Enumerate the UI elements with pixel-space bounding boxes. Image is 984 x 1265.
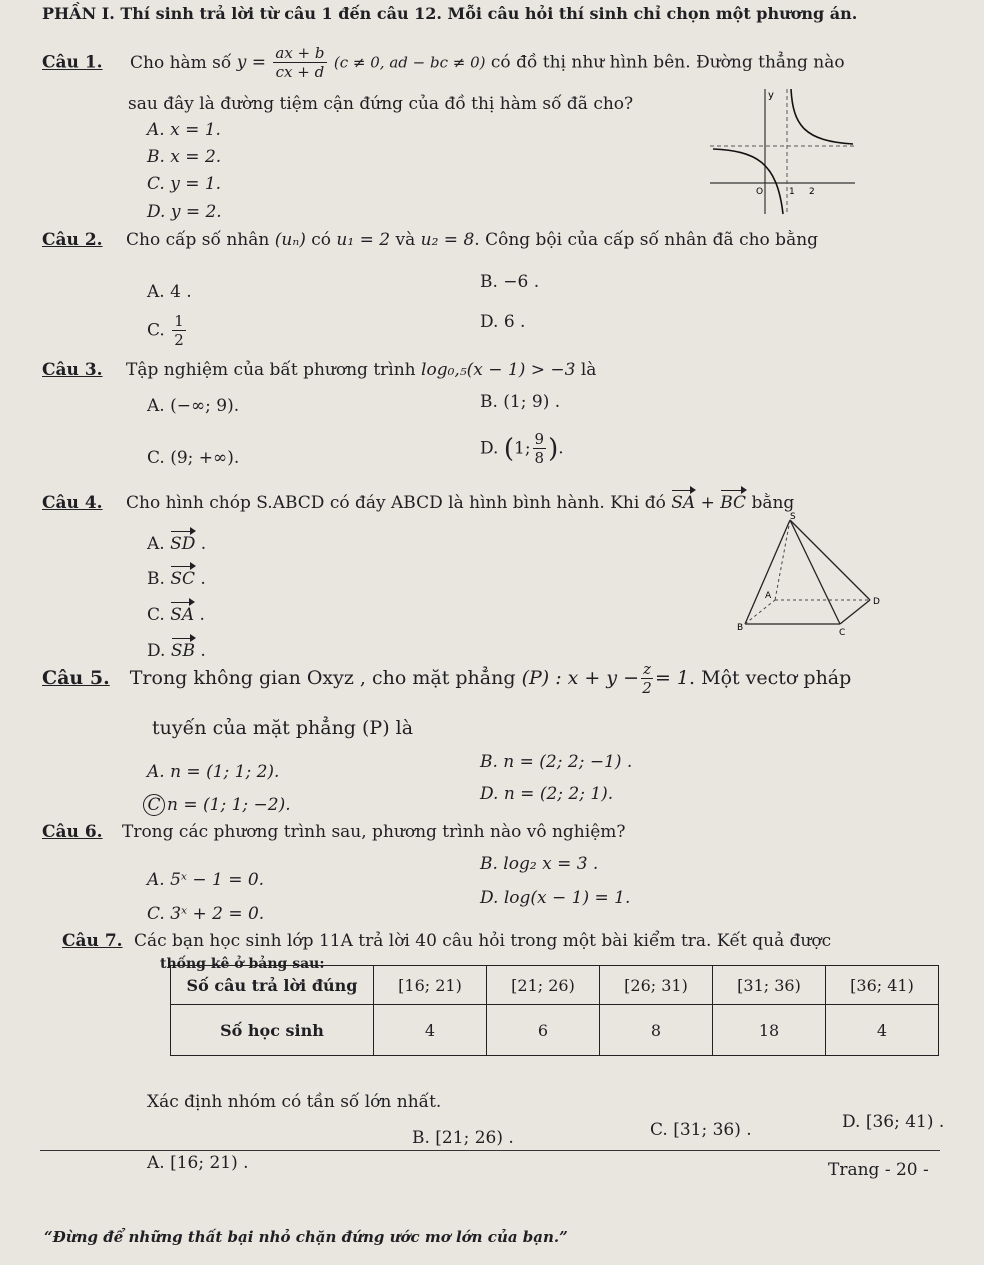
q4-option-b-vector: SC — [170, 569, 195, 589]
q4-option-b[interactable]: B. SC . — [147, 569, 206, 589]
q7-option-b[interactable]: B. [21; 26) . — [412, 1128, 514, 1148]
footer-divider — [40, 1150, 940, 1151]
q7-option-c[interactable]: C. [31; 36) . — [650, 1120, 752, 1140]
q5-label: Câu 5. — [42, 667, 110, 689]
q7-label: Câu 7. — [62, 931, 123, 951]
q7-text: Các bạn học sinh lớp 11A trả lời 40 câu hỏi trong một bài kiểm tra. Kết quả được — [133, 931, 832, 951]
table-cell-count: 6 — [487, 1005, 600, 1056]
section-header: PHẦN I. Thí sinh trả lời từ câu 1 đến câu 12. Mỗi câu hỏi thí sinh chỉ chọn một phương án. — [42, 4, 858, 23]
q1-option-b[interactable]: B. x = 2. — [147, 147, 222, 167]
table-cell-interval: [21; 26) — [487, 966, 600, 1005]
pyramid-label-b: B — [737, 623, 744, 633]
q3-option-b[interactable]: B. (1; 9) . — [480, 392, 561, 412]
q3-la: là — [580, 360, 597, 380]
q3-label: Câu 3. — [42, 360, 103, 380]
graph-label-y: y — [768, 90, 774, 101]
q2-text-2: có — [311, 230, 332, 250]
graph-label-2: 2 — [809, 187, 815, 197]
q6-option-c[interactable]: C. 3ˣ + 2 = 0. — [147, 904, 265, 924]
table-cell-count: 4 — [826, 1005, 939, 1056]
q2-u1: u₁ = 2 — [336, 230, 391, 250]
q5-option-b[interactable]: B. n = (2; 2; −1) . — [480, 752, 633, 772]
table-row — [171, 966, 939, 1005]
q2-option-b[interactable]: B. −6 . — [480, 272, 540, 292]
q5-frac-num: z — [643, 660, 651, 678]
pyramid-label-a: A — [765, 591, 772, 601]
q2-sequence: (uₙ) — [274, 230, 306, 250]
q3-inequality: log₀,₅(x − 1) > −3 — [421, 360, 576, 380]
q2-option-c-fraction — [172, 314, 186, 348]
q6-option-a[interactable]: A. 5ˣ − 1 = 0. — [147, 870, 265, 890]
q2-option-a[interactable]: A. 4 . — [147, 282, 192, 302]
q5-option-c-circled-letter: C — [143, 794, 165, 816]
q7-option-d[interactable]: D. [36; 41) . — [842, 1112, 945, 1132]
q4-option-a-vector: SD — [170, 534, 196, 554]
pyramid-label-d: D — [873, 597, 880, 607]
question-1 — [42, 46, 845, 80]
table-cell-count: 4 — [374, 1005, 487, 1056]
page-number: Trang - 20 - — [828, 1160, 929, 1180]
q7-line2: thống kê ở bảng sau: — [160, 956, 325, 972]
q4-option-a[interactable]: A. SD . — [147, 534, 207, 554]
q5-option-c-text: n = (1; 1; −2). — [167, 795, 291, 815]
q3-option-d-num: 9 — [534, 430, 545, 448]
pyramid-label-s: S — [790, 512, 796, 522]
q4-vector-bc: BC — [720, 493, 747, 513]
q1-frac-num: ax + b — [275, 44, 325, 62]
q4-vector-sa: SA — [671, 493, 696, 513]
q2-u2: u₂ = 8 — [420, 230, 475, 250]
table-cell-interval: [16; 21) — [374, 966, 487, 1005]
q3-option-c[interactable]: C. (9; +∞). — [147, 448, 240, 468]
q3-option-d-fraction — [533, 432, 547, 466]
graph-label-1: 1 — [789, 187, 795, 197]
table-header-cell: Số câu trả lời đúng — [171, 966, 374, 1005]
q3-option-d-den: 8 — [534, 449, 545, 467]
q1-option-d[interactable]: D. y = 2. — [147, 202, 222, 222]
table-header-cell: Số học sinh — [171, 1005, 374, 1056]
footer-quote: “Đừng để những thất bại nhỏ chặn đứng ước mơ lớn của bạn.” — [44, 1228, 568, 1246]
question-3 — [42, 360, 596, 380]
q3-text: Tập nghiệm của bất phương trình — [125, 360, 416, 380]
table-cell-count: 18 — [713, 1005, 826, 1056]
question-7 — [62, 931, 831, 951]
q4-option-d[interactable]: D. SB . — [147, 641, 206, 661]
q5-eq-tail: = 1 — [654, 667, 690, 689]
q1-fraction — [273, 46, 326, 80]
q4-option-d-letter: D. — [147, 641, 166, 661]
q5-frac-den: 2 — [642, 679, 652, 697]
q2-text-1: Cho cấp số nhân — [125, 230, 270, 250]
q1-condition: (c ≠ 0, ad − bc ≠ 0) — [333, 53, 486, 72]
q2-option-d[interactable]: D. 6 . — [480, 312, 526, 332]
table-cell-count: 8 — [600, 1005, 713, 1056]
q7-question: Xác định nhóm có tần số lớn nhất. — [147, 1092, 442, 1112]
graph-curve-right — [791, 89, 853, 144]
q2-label: Câu 2. — [42, 230, 103, 250]
q2-option-c-den: 2 — [174, 331, 184, 349]
table-cell-interval: [31; 36) — [713, 966, 826, 1005]
q1-function-graph — [705, 86, 860, 216]
q1-label: Câu 1. — [42, 52, 103, 73]
q4-option-c-letter: C. — [147, 605, 165, 625]
q1-func-y: y = — [236, 52, 266, 73]
q5-text-2: . Một vectơ pháp — [689, 667, 852, 689]
q3-option-a[interactable]: A. (−∞; 9). — [147, 396, 240, 416]
q4-option-a-letter: A. — [147, 534, 165, 554]
q5-plane: (P) : x + y − — [521, 667, 640, 689]
q4-pyramid-figure — [735, 512, 885, 637]
q4-option-d-vector: SB — [170, 641, 195, 661]
graph-label-o: O — [756, 187, 764, 197]
q1-option-a[interactable]: A. x = 1. — [147, 120, 221, 140]
question-5 — [42, 662, 851, 696]
q4-option-b-letter: B. — [147, 569, 165, 589]
q3-option-d-letter: D. — [480, 438, 499, 459]
question-2 — [42, 230, 818, 250]
q4-label: Câu 4. — [42, 493, 103, 513]
q5-option-c[interactable] — [143, 794, 291, 816]
q5-text-1: Trong không gian Oxyz , cho mặt phẳng — [129, 667, 516, 689]
q2-option-c-letter: C. — [147, 320, 165, 341]
q5-option-d[interactable]: D. n = (2; 2; 1). — [480, 784, 614, 804]
q4-tail: bằng — [751, 493, 795, 513]
q2-text-3: và — [395, 230, 416, 250]
q7-frequency-table — [170, 965, 939, 1056]
q6-option-b[interactable]: B. log₂ x = 3 . — [480, 854, 599, 874]
q2-option-c[interactable] — [147, 314, 188, 348]
table-row — [171, 1005, 939, 1056]
question-6 — [42, 822, 626, 842]
q7-option-a[interactable]: A. [16; 21) . — [147, 1153, 249, 1173]
q2-text-4: . Công bội của cấp số nhân đã cho bằng — [474, 230, 819, 250]
q1-frac-den: cx + d — [275, 63, 325, 81]
graph-curve-left — [713, 149, 783, 214]
q2-option-c-num: 1 — [174, 312, 184, 330]
q5-line2: tuyến của mặt phẳng (P) là — [152, 717, 414, 739]
q5-fraction — [641, 662, 653, 696]
table-cell-interval: [36; 41) — [826, 966, 939, 1005]
q4-text: Cho hình chóp S.ABCD có đáy ABCD là hình bình hành. Khi đó — [125, 493, 666, 513]
q3-option-d[interactable]: D. (1; $\frac{9}{8}$ ). — [480, 430, 564, 467]
q6-label: Câu 6. — [42, 822, 103, 842]
q1-line2: sau đây là đường tiệm cận đứng của đồ thị hàm số đã cho? — [128, 94, 634, 114]
q1-intro: Cho hàm số — [129, 52, 232, 73]
q5-option-a[interactable]: A. n = (1; 1; 2). — [147, 762, 280, 782]
q4-plus: + — [700, 493, 715, 513]
table-cell-interval: [26; 31) — [600, 966, 713, 1005]
q3-option-d-left: 1; — [514, 438, 531, 459]
q6-option-d[interactable]: D. log(x − 1) = 1. — [480, 888, 631, 908]
q6-text: Trong các phương trình sau, phương trình nào vô nghiệm? — [121, 822, 626, 842]
q4-option-c-vector: SA — [170, 605, 195, 625]
question-4 — [42, 493, 794, 513]
q1-option-c[interactable]: C. y = 1. — [147, 174, 222, 194]
q4-option-c[interactable]: C. SA . — [147, 605, 205, 625]
pyramid-label-c: C — [839, 628, 846, 637]
q1-tail: có đồ thị như hình bên. Đường thẳng nào — [490, 52, 845, 73]
